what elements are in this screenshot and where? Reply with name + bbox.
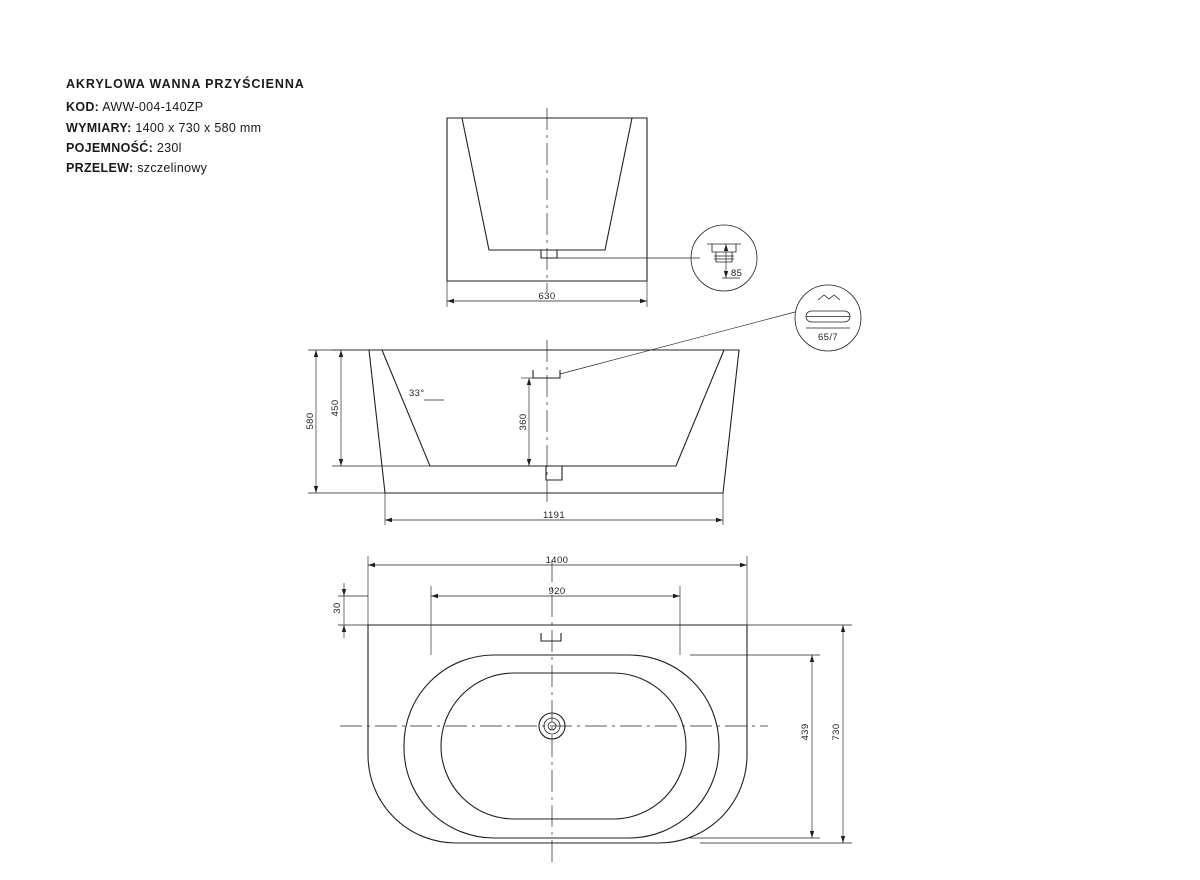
- arrow-top-439: [810, 655, 814, 662]
- arrow-top-730: [841, 625, 845, 632]
- arrow-bottom-85: [724, 271, 728, 278]
- dim-top-rim-offset: 30: [332, 602, 343, 614]
- dim-top-inner-width: 439: [800, 723, 811, 741]
- detail-overflow-leader: [560, 312, 795, 374]
- arrow-right-630: [640, 299, 647, 303]
- detail-drain-group: [691, 225, 757, 291]
- arrow-left-630: [447, 299, 454, 303]
- spec-value-wymiary: 1400 x 730 x 580 mm: [135, 120, 262, 135]
- arrow-bottom-360: [527, 459, 531, 466]
- arrow-top-580: [314, 350, 318, 357]
- top-view-basin-outer: [404, 655, 719, 838]
- spec-label-kod: KOD:: [66, 100, 100, 115]
- spec-value-kod: AWW-004-140ZP: [102, 100, 204, 115]
- top-view-outer-outline: [368, 625, 747, 843]
- arrow-down-30: [342, 625, 346, 632]
- arrow-bottom-450: [339, 459, 343, 466]
- top-view-overflow-slot: [541, 633, 561, 641]
- dim-front-inner-height: 450: [330, 399, 341, 417]
- front-view-drain: [546, 466, 562, 480]
- arrow-right-1191: [716, 518, 723, 522]
- arrow-bottom-730: [841, 836, 845, 843]
- dim-detail-drain: 85: [731, 268, 743, 279]
- top-view-group: [332, 555, 852, 862]
- dim-front-bottom-width: 1191: [542, 510, 566, 521]
- arrow-right-920: [673, 594, 680, 598]
- front-view-group: [305, 340, 739, 525]
- dim-detail-overflow: 65/7: [817, 332, 839, 343]
- side-view-drain: [541, 250, 557, 258]
- side-view-group: [447, 108, 700, 307]
- detail-drain-circle: [691, 225, 757, 291]
- spec-label-przelew: PRZELEW:: [66, 161, 134, 175]
- dim-front-total-height: 580: [305, 412, 316, 430]
- arrow-up-30: [342, 589, 346, 596]
- top-view-basin-bottom: [441, 673, 686, 819]
- spec-label-wymiary: WYMIARY:: [66, 120, 132, 135]
- arrow-left-1191: [385, 518, 392, 522]
- arrow-top-85: [724, 244, 728, 251]
- front-view-overflow: [533, 370, 560, 378]
- arrow-left-920: [431, 594, 438, 598]
- spec-label-pojemnosc: POJEMNOŚĆ:: [66, 140, 154, 155]
- detail-overflow-top-glyph: [818, 295, 840, 300]
- detail-overflow-group: [560, 285, 861, 374]
- detail-drain-neck: [716, 252, 732, 262]
- dim-top-inner-length: 920: [548, 586, 566, 597]
- arrow-top-450: [339, 350, 343, 357]
- front-view-inner-basin: [382, 350, 724, 466]
- spec-value-przelew: szczelinowy: [137, 161, 208, 175]
- dim-side-bottom-width: 630: [538, 291, 556, 302]
- front-view-outer-outline: [369, 350, 739, 493]
- arrow-left-1400: [368, 563, 375, 567]
- arrow-top-360: [527, 378, 531, 385]
- spec-value-pojemnosc: 230l: [156, 140, 182, 155]
- page-title: AKRYLOWA WANNA PRZYŚCIENNA: [66, 77, 305, 91]
- dim-top-total-length: 1400: [545, 555, 569, 566]
- dim-top-total-width: 730: [831, 723, 842, 741]
- dim-front-water-level: 360: [518, 413, 529, 431]
- arrow-bottom-439: [810, 831, 814, 838]
- dim-wall-angle: 33°: [409, 388, 425, 399]
- arrow-right-1400: [740, 563, 747, 567]
- arrow-bottom-580: [314, 486, 318, 493]
